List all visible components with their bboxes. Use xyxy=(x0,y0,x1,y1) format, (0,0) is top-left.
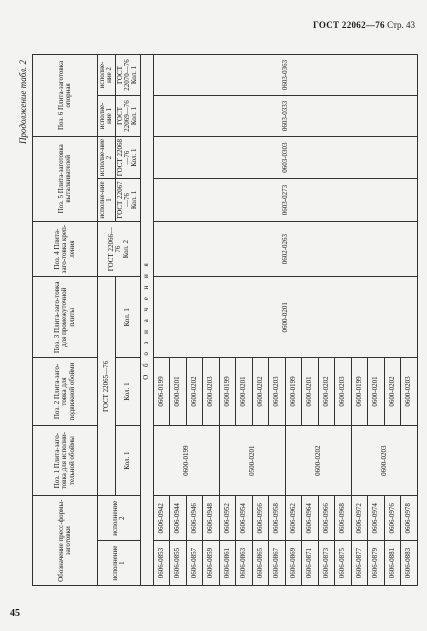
cell-pos4: 0602-0263 xyxy=(153,221,417,277)
cell-isp2: 0606-0966 xyxy=(318,496,335,541)
col-pos4: Поз. 4 Плита-заго-товка креп-ления xyxy=(33,221,98,277)
gost-number: ГОСТ 22062—76 xyxy=(313,20,385,30)
cell-isp2: 0606-0948 xyxy=(203,496,220,541)
cell-pos5a: 0603-0273 xyxy=(153,179,417,221)
cell-pos2: 0606-0199 xyxy=(153,358,170,426)
kol-p1: Кол. 1 xyxy=(115,425,140,495)
cell-pos6a: 0603-0333 xyxy=(153,95,417,136)
cell-pos1: 0600-0199 xyxy=(153,425,219,495)
cell-pos2: 0600-0201 xyxy=(368,358,385,426)
cell-pos2: 0600-0202 xyxy=(252,358,269,426)
cell-pos2: 0600-0203 xyxy=(269,358,286,426)
page-ref: Стр. 43 xyxy=(387,20,415,30)
cell-pos6b: 0603-0363 xyxy=(153,55,417,96)
cell-isp2: 0606-0974 xyxy=(368,496,385,541)
cell-isp1: 0606-0863 xyxy=(236,541,253,586)
col-pos6: Поз. 6 Плита-заготовка опорная xyxy=(33,55,98,137)
kol-p3: Кол. 1 xyxy=(115,277,140,358)
col-pos2: Поз. 2 Плита-заго-товка для подвижной обойми xyxy=(33,358,98,426)
kol2-text: Кол. 2 xyxy=(121,239,130,259)
col-pos3: Поз. 3 Плита-заго-товка для промежуточной плиты xyxy=(33,277,98,358)
rotated-table-area xyxy=(18,54,412,586)
data-table xyxy=(32,54,418,586)
cell-pos2: 0600-0203 xyxy=(335,358,352,426)
cell-isp2: 0606-0976 xyxy=(384,496,401,541)
cell-pos5b: 0603-0303 xyxy=(153,136,417,178)
cell-pos2: 0600-0203 xyxy=(203,358,220,426)
sub-isp2c: исполне-ние 2 xyxy=(98,55,116,96)
col-pos1: Поз. 1 Плита-заго-товка для исполни-тельной обоймы xyxy=(33,425,98,495)
cell-pos1: 0500-0201 xyxy=(219,425,285,495)
cell-isp1: 0606-0861 xyxy=(219,541,236,586)
notes-label: О б о з н а ч е н и я xyxy=(140,55,153,586)
cell-isp1: 0606-0883 xyxy=(401,541,418,586)
cell-isp2: 0606-0978 xyxy=(401,496,418,541)
cell-isp2: 0606-0972 xyxy=(351,496,368,541)
sub-isp2: исполнение 2 xyxy=(98,496,141,541)
cell-pos2: 0600-0199 xyxy=(285,358,302,426)
kol-p6a: Кол. 1 xyxy=(130,106,139,126)
kol-p2: Кол. 1 xyxy=(115,358,140,426)
cell-isp2: 0606-0958 xyxy=(269,496,286,541)
gost4-kol xyxy=(115,136,140,178)
col-designation: Обозначение пресс-формы-заготовки xyxy=(33,496,98,586)
table-body xyxy=(153,55,417,586)
cell-pos3: 0600-0201 xyxy=(153,277,417,358)
cell-pos2: 0600-0201 xyxy=(170,358,187,426)
gost3-kol xyxy=(115,179,140,221)
cell-isp2: 0606-0952 xyxy=(219,496,236,541)
cell-isp2: 0606-0956 xyxy=(252,496,269,541)
sub-isp1: исполнение 1 xyxy=(98,541,141,586)
cell-isp1: 0606-0857 xyxy=(186,541,203,586)
cell-isp2: 0606-0954 xyxy=(236,496,253,541)
gost6-kol xyxy=(115,55,140,96)
gost5-kol xyxy=(115,95,140,136)
kol-p5a: Кол. 1 xyxy=(130,190,139,210)
cell-isp2: 0606-0964 xyxy=(302,496,319,541)
cell-pos1: 0600-0203 xyxy=(351,425,417,495)
col-pos5: Поз. 5 Плита-заготовка выталкивателей xyxy=(33,136,98,221)
cell-pos2: 0600-0201 xyxy=(236,358,253,426)
gost2-text: ГОСТ 22066—76 xyxy=(106,227,123,272)
sub-isp1b: исполне-ние 1 xyxy=(98,179,116,221)
cell-pos1: 0600-0202 xyxy=(285,425,351,495)
cell-isp1: 0606-0855 xyxy=(170,541,187,586)
cell-isp1: 0606-0873 xyxy=(318,541,335,586)
cell-isp1: 0606-0879 xyxy=(368,541,385,586)
cell-isp1: 0606-0867 xyxy=(269,541,286,586)
cell-isp1: 0606-0865 xyxy=(252,541,269,586)
page-number: 45 xyxy=(10,608,20,619)
cell-pos2: 0600-0199 xyxy=(351,358,368,426)
page-header xyxy=(313,20,415,30)
cell-pos2: 0600-0201 xyxy=(302,358,319,426)
cell-isp2: 0606-0944 xyxy=(170,496,187,541)
cell-isp1: 0606-0859 xyxy=(203,541,220,586)
cell-isp2: 0606-0962 xyxy=(285,496,302,541)
continuation-label: Продолжение табл. 2 xyxy=(18,60,28,144)
cell-pos2: 0600-0199 xyxy=(219,358,236,426)
sub-gost2 xyxy=(98,221,141,277)
gost4-text: ГОСТ 22068—76 xyxy=(115,139,132,177)
gost5-text: ГОСТ 22069—76 xyxy=(115,100,132,132)
cell-isp1: 0606-0875 xyxy=(335,541,352,586)
cell-isp1: 0606-0877 xyxy=(351,541,368,586)
cell-isp1: 0606-0871 xyxy=(302,541,319,586)
sub-isp2b: исполне-ние 2 xyxy=(98,136,116,178)
cell-isp1: 0606-0869 xyxy=(285,541,302,586)
cell-isp2: 0606-0968 xyxy=(335,496,352,541)
cell-isp2: 0606-0942 xyxy=(153,496,170,541)
kol-p5b: Кол. 1 xyxy=(130,148,139,167)
cell-isp2: 0606-0946 xyxy=(186,496,203,541)
table-row xyxy=(153,55,170,586)
cell-isp1: 0606-0853 xyxy=(153,541,170,586)
cell-pos2: 0600-0202 xyxy=(384,358,401,426)
sub-isp1c: исполне-ние 1 xyxy=(98,95,116,136)
gost6-text: ГОСТ 22070—76 xyxy=(115,59,132,91)
cell-isp1: 0606-0881 xyxy=(384,541,401,586)
sub-gost1: ГОСТ 22065—76 xyxy=(98,277,116,496)
cell-pos2: 0600-0202 xyxy=(186,358,203,426)
cell-pos2: 0600-0202 xyxy=(318,358,335,426)
gost3-text: ГОСТ 22067—76 xyxy=(115,181,132,219)
kol-p6b: Кол. 1 xyxy=(130,65,139,85)
cell-pos2: 0600-0203 xyxy=(401,358,418,426)
